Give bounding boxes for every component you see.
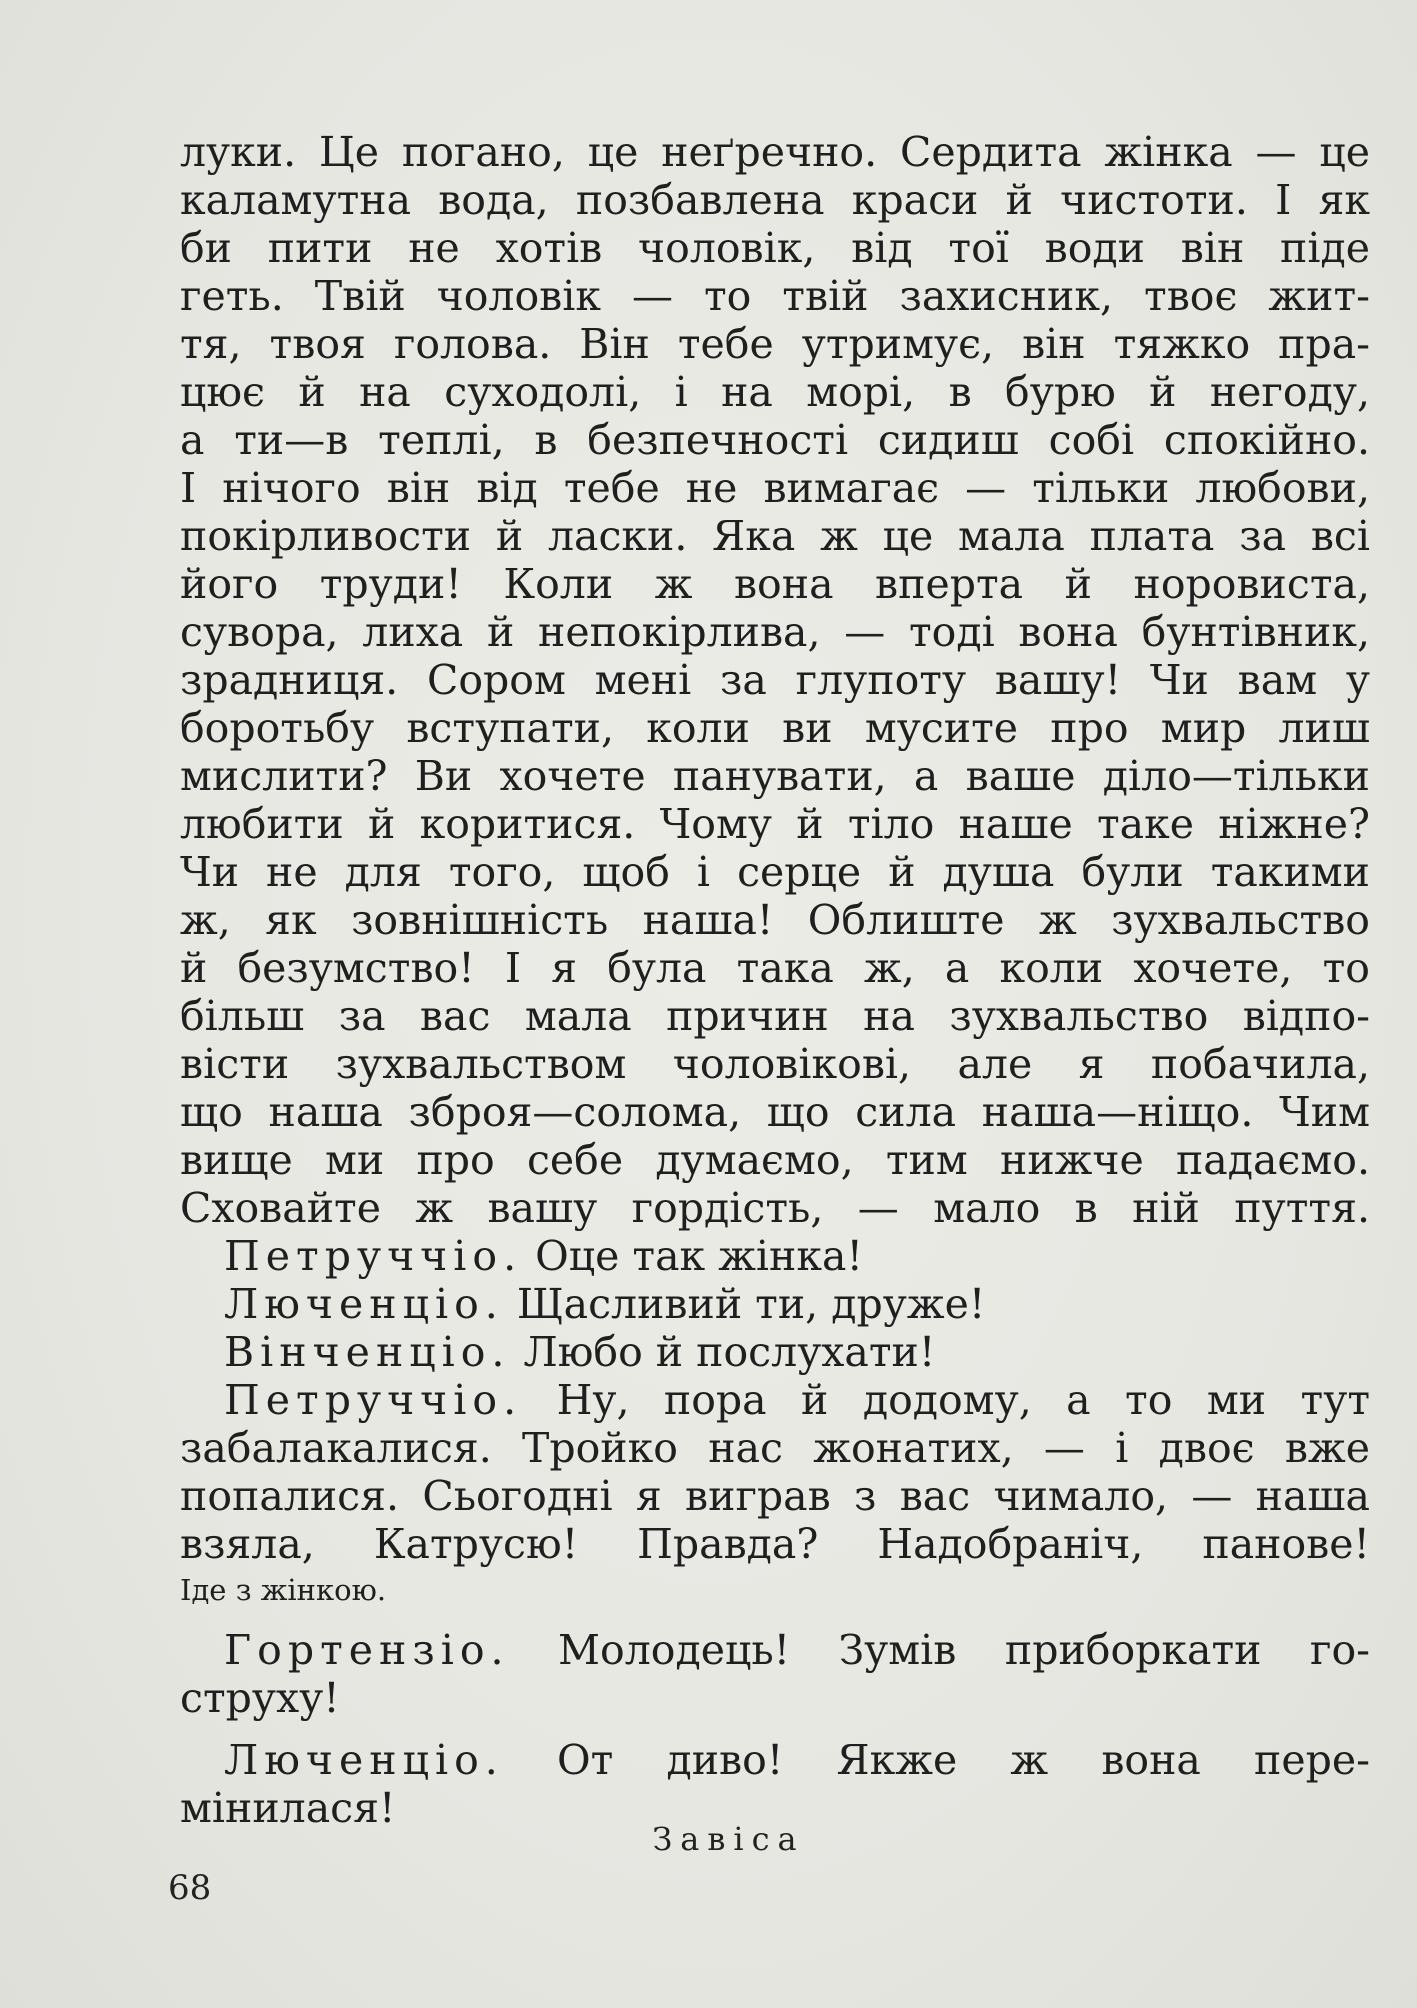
speaker-name: Люченціо. <box>224 1736 504 1784</box>
replica-hortensio <box>180 1626 1370 1674</box>
text-line: його труди! Коли ж вона вперта й норовиста, <box>180 560 1370 608</box>
speaker-name: Петруччіо. <box>224 1376 523 1424</box>
text-line: що наша зброя—солома, що сила наша—ніщо. Чим <box>180 1088 1370 1136</box>
curtain-heading: Завіса <box>652 1820 805 1858</box>
text-line: струху! <box>180 1674 340 1722</box>
text-line: мінилася! <box>180 1784 396 1832</box>
text-line: вісти зухвальством чоловікові, але я побачила, <box>180 1040 1370 1088</box>
speaker-name: Люченціо. <box>224 1280 504 1328</box>
text-line: цює й на суходолі, і на морі, в бурю й негоду, <box>180 368 1370 416</box>
text-line: й безумство! І я була така ж, а коли хочете, то <box>180 944 1370 992</box>
text-line: луки. Це погано, це неґречно. Сердита жінка — це <box>180 128 1370 176</box>
replica-text: Оце так жінка! <box>522 1232 863 1280</box>
stage-direction: Іде з жінкою. <box>180 1573 387 1607</box>
speaker-name: Гортензіо. <box>224 1626 510 1674</box>
text-line: мислити? Ви хочете панувати, а ваше діло—тільки <box>180 752 1370 800</box>
replica-lucentio <box>180 1280 1370 1328</box>
replica-lucentio-2 <box>180 1736 1370 1784</box>
speaker-name: Вінченціо. <box>224 1328 511 1376</box>
text-line: взяла, Катрусю! Правда? Надобраніч, панове! <box>180 1520 1370 1568</box>
text-line: І нічого він від тебе не вимагає — тільки любови, <box>180 464 1370 512</box>
replica-petruchio <box>180 1232 1370 1280</box>
text-line: Чи не для того, щоб і серце й душа були такими <box>180 848 1370 896</box>
play-text <box>180 128 1370 1832</box>
text-line: вище ми про себе думаємо, тим нижче падаємо. <box>180 1136 1370 1184</box>
speaker-name: Петруччіо. <box>224 1232 523 1280</box>
text-line: забалакалися. Тройко нас жонатих, — і двоє вже <box>180 1424 1370 1472</box>
text-line: любити й коритися. Чому й тіло наше таке ніжне? <box>180 800 1370 848</box>
text-line: ж, як зовнішність наша! Облиште ж зухвальство <box>180 896 1370 944</box>
spacer <box>180 1722 1370 1736</box>
text-line: геть. Твій чоловік — то твій захисник, твоє жит- <box>180 272 1370 320</box>
text-line: більш за вас мала причин на зухвальство відпо- <box>180 992 1370 1040</box>
text-line: сувора, лиха й непокірлива, — тоді вона бунтівник, <box>180 608 1370 656</box>
text-line: би пити не хотів чоловік, від тої води він піде <box>180 224 1370 272</box>
replica-vincentio <box>180 1328 1370 1376</box>
spacer <box>180 1612 1370 1626</box>
page-number: 68 <box>168 1868 212 1908</box>
replica-text: Молодець! Зумів приборкати го- <box>509 1626 1370 1674</box>
text-line: попалися. Сьогодні я виграв з вас чимало, — наша <box>180 1472 1370 1520</box>
text-line: тя, твоя голова. Він тебе утримує, він тяжко пра- <box>180 320 1370 368</box>
replica-text: Ну, пора й додому, а то ми тут <box>522 1376 1370 1424</box>
replica-text: Любо й послухати! <box>510 1328 936 1376</box>
replica-text: От диво! Якже ж вона пере- <box>503 1736 1370 1784</box>
text-line: зрадниця. Сором мені за глупоту вашу! Чи вам у <box>180 656 1370 704</box>
replica-petruchio-2 <box>180 1376 1370 1424</box>
text-line: боротьбу вступати, коли ви мусите про мир лиш <box>180 704 1370 752</box>
text-line: Сховайте ж вашу гордість, — мало в ній пуття. <box>180 1184 1370 1232</box>
text-line: покірливости й ласки. Яка ж це мала плата за всі <box>180 512 1370 560</box>
replica-text: Щасливий ти, друже! <box>503 1280 986 1328</box>
text-line: а ти—в теплі, в безпечності сидиш собі спокійно. <box>180 416 1370 464</box>
text-line: каламутна вода, позбавлена краси й чистоти. І як <box>180 176 1370 224</box>
